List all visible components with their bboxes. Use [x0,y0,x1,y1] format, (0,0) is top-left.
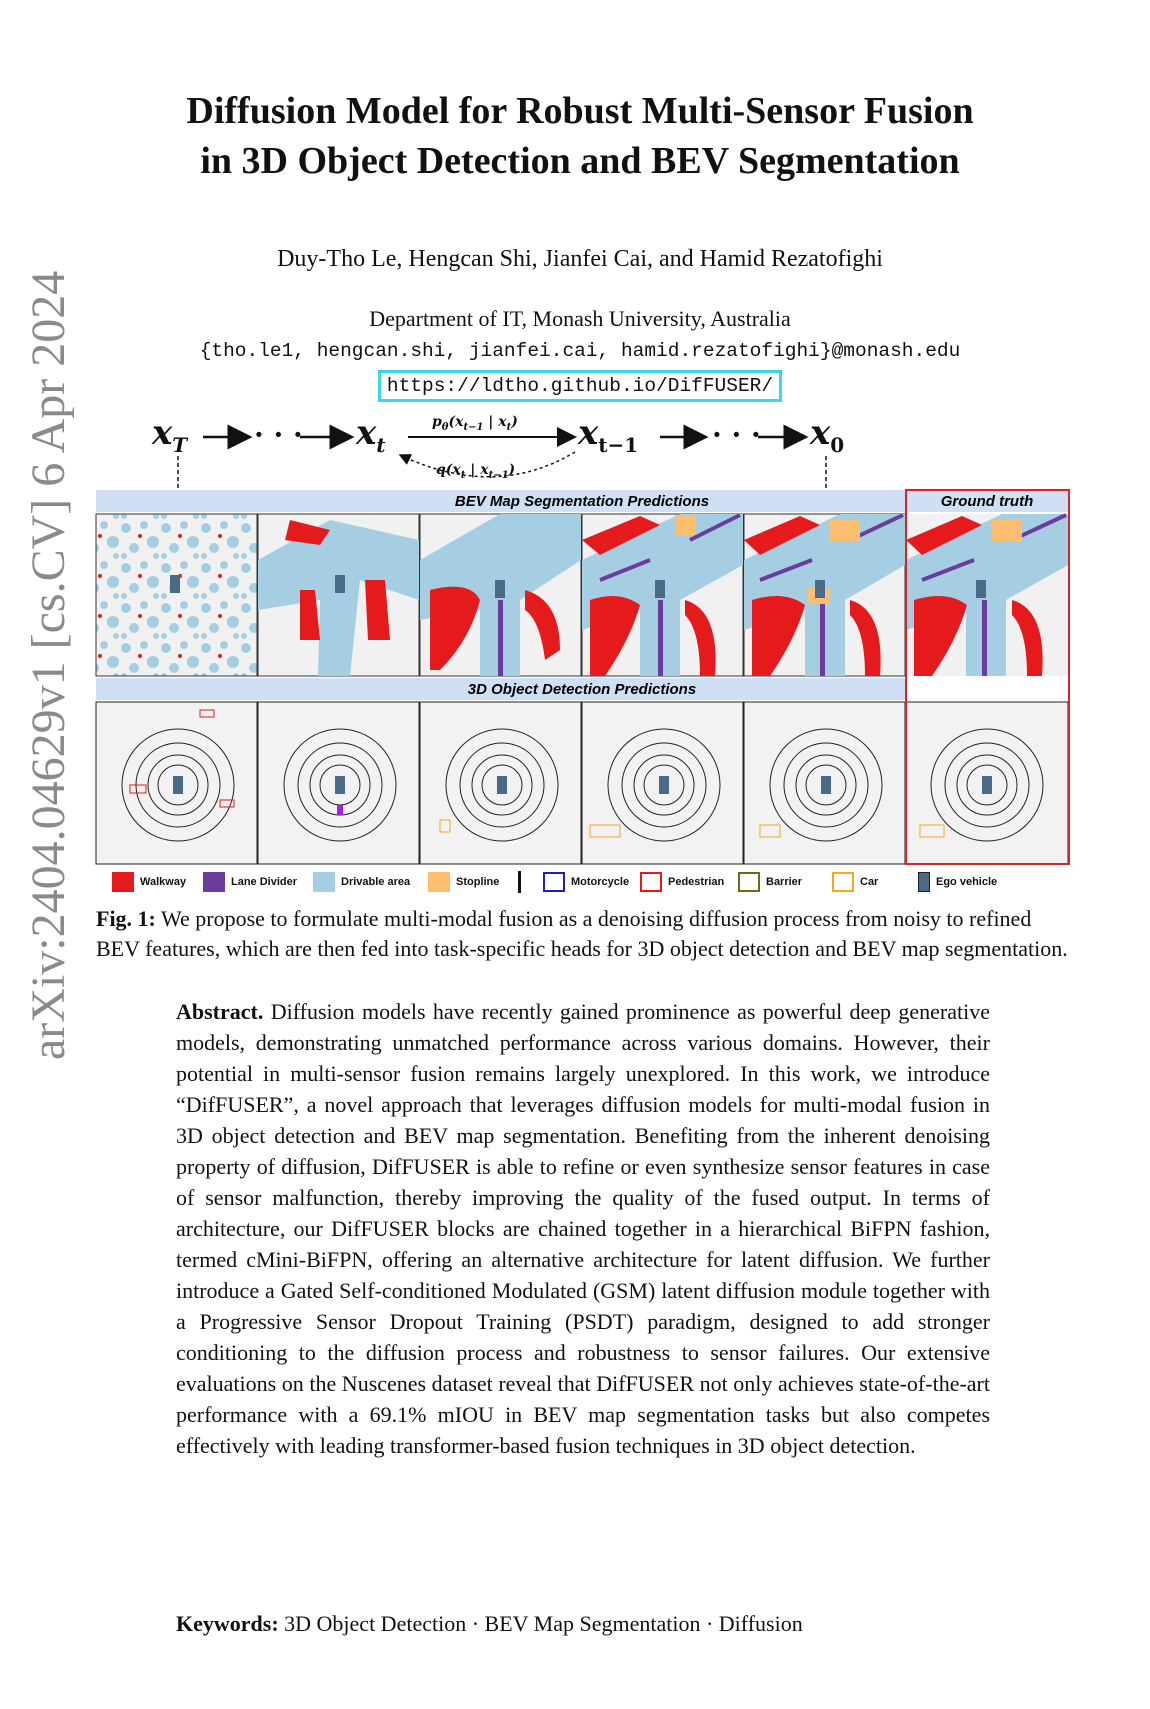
legend-pedestrian [640,870,724,894]
legend-motorcycle [543,870,629,894]
seg-panel-2 [258,514,419,676]
arxiv-side-identifier: arXiv:2404.04629v1 [cs.CV] 6 Apr 2024 [22,270,75,1060]
legend-label: Stopline [456,876,500,888]
seg-panel-4 [582,514,743,676]
figure-caption [96,904,1070,964]
legend-car [832,870,878,894]
author-emails: {tho.le1, hengcan.shi, jianfei.cai, hamid.rezatofighi}@monash.edu [199,340,961,362]
affiliation: Department of IT, Monash University, Australia [369,306,791,331]
legend-drivable-area [313,870,410,894]
seg-panel-1 [96,514,257,676]
legend-label: Motorcycle [571,876,630,888]
abstract-label: Abstract. [176,999,264,1024]
caption-label: Fig. 1: [96,906,156,931]
abstract-text: Diffusion models have recently gained prominence as powerful deep generative models, demonstrating unmatched performance across various domains. However, their potential in multi-sensor fusion remains largely unexplored. In this work, we introduce “DifFUSER”, a novel approach that leverages diffusion models for multi-modal fusion in 3D object detection and BEV map segmentation. Benefiting from the inherent denoising property of diffusion, DifFUSER is able to refine or even synthesize sensor features in case of sensor malfunction, thereby improving the quality of the fused output. In terms of architecture, our DifFUSER blocks are chained together in a hierarchical BiFPN fashion, termed cMini-BiFPN, offering an alternative architecture for latent diffusion. We further introduce a Gated Self-conditioned Modulated (GSM) latent diffusion module together with a Progressive Sensor Dropout Training (PSDT) paradigm, designed to add stronger conditioning to the diffusion process and robustness to sensor failures. Our extensive evaluations on the Nuscenes dataset reveal that DifFUSER not only achieves state-of-the-art performance with a 69.1% mIOU in BEV map segmentation tasks but also competes effectively with leading transformer-based fusion techniques in 3D object detection. [176,999,990,1458]
legend-label: Barrier [766,876,803,888]
x-t-minus-1-symbol: $x_{t-1}$ [578,413,639,457]
forward-label: $p_\theta(x_{t-1}$ | $x_t$) [432,414,518,433]
legend-walkway [112,870,186,894]
keywords [176,1611,996,1637]
project-url-link[interactable]: https://ldtho.github.io/DifFUSER/ [378,370,782,402]
barrier-swatch [738,872,760,892]
legend-lane-divider [203,870,297,894]
legend-label: Lane Divider [231,876,298,888]
motorcycle-swatch [543,872,565,892]
legend-barrier [738,870,802,894]
stopline-swatch [428,872,450,892]
gt-header: Ground truth [940,493,1034,510]
pedestrian-swatch [640,872,662,892]
author-list: Duy-Tho Le, Hengcan Shi, Jianfei Cai, and Hamid Rezatofighi [277,246,883,272]
legend-label: Drivable area [341,876,411,888]
abstract [176,996,990,1461]
drivable-area-swatch [313,872,335,892]
x-T-symbol: $x_T$ [152,413,188,457]
figure-legend [108,870,1068,894]
chain-dots-1: · · · [254,418,303,451]
seg-panel-3 [420,514,581,676]
car-swatch [832,872,854,892]
seg-panel-5 [744,514,905,676]
lane-divider-swatch [203,872,225,892]
walkway-swatch [112,872,134,892]
legend-label: Pedestrian [668,876,725,888]
seg-header: BEV Map Segmentation Predictions [454,493,710,510]
title-line-2: in 3D Object Detection and BEV Segmentation [200,140,960,182]
legend-label: Ego vehicle [936,876,998,888]
det-header: 3D Object Detection Predictions [467,681,697,698]
chain-dots-2: · · · [712,418,761,451]
legend-label: Car [860,876,879,888]
x-t-symbol: $x_t$ [356,413,386,457]
keywords-text: 3D Object Detection · BEV Map Segmentation · Diffusion [284,1611,803,1636]
legend-separator [518,870,521,894]
det-panels [96,702,1068,864]
legend-ego-vehicle [918,870,997,894]
backward-label: $q(x_t$ | $x_{t-1}$) [436,462,516,481]
caption-text: We propose to formulate multi-modal fusion as a denoising diffusion process from noisy to refined BEV features, which are then fed into task-specific heads for 3D object detection and BEV map segmentation. [96,906,1068,961]
seg-panel-ground-truth [906,514,1068,676]
keywords-label: Keywords: [176,1611,279,1636]
legend-label: Walkway [140,876,187,888]
legend-divider-line [518,871,521,893]
legend-stopline [428,870,499,894]
ego-vehicle-icon [918,872,930,892]
title-line-1: Diffusion Model for Robust Multi-Sensor Fusion [186,90,974,132]
x-0-symbol: $x_0$ [810,413,845,457]
